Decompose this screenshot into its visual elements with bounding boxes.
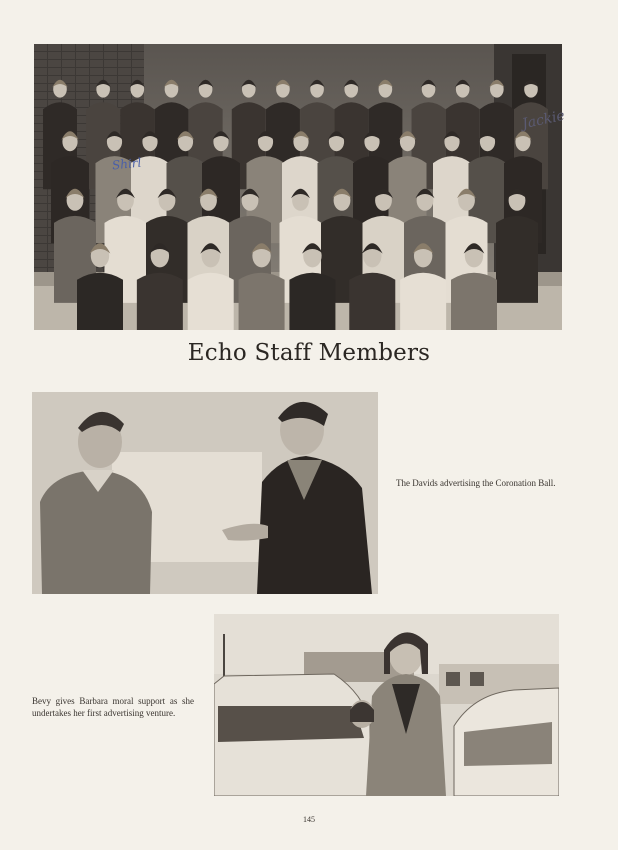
person-body [137, 273, 183, 330]
group-photo [34, 44, 562, 330]
person-body [289, 273, 335, 330]
person-body [239, 273, 285, 330]
barbara-caption: Bevy gives Barbara moral support as she undertakes her first advertising venture. [32, 696, 194, 718]
group-photo-image [34, 44, 562, 330]
section-title: Echo Staff Members [187, 340, 431, 366]
person-body [349, 273, 395, 330]
davids-caption: The Davids advertising the Coronation Ball. [396, 478, 556, 488]
person-body [451, 273, 497, 330]
davids-photo [32, 392, 378, 594]
person-body [77, 273, 123, 330]
handwritten-signature: Jackie [520, 107, 567, 133]
barbara-photo [214, 614, 559, 796]
barbara-photo-image [214, 614, 559, 796]
page-number: 145 [303, 815, 315, 824]
person-body [496, 216, 538, 303]
handwritten-signature: Shirl [111, 155, 143, 173]
davids-photo-image [32, 392, 378, 594]
person-body [400, 273, 446, 330]
person-body [188, 273, 234, 330]
